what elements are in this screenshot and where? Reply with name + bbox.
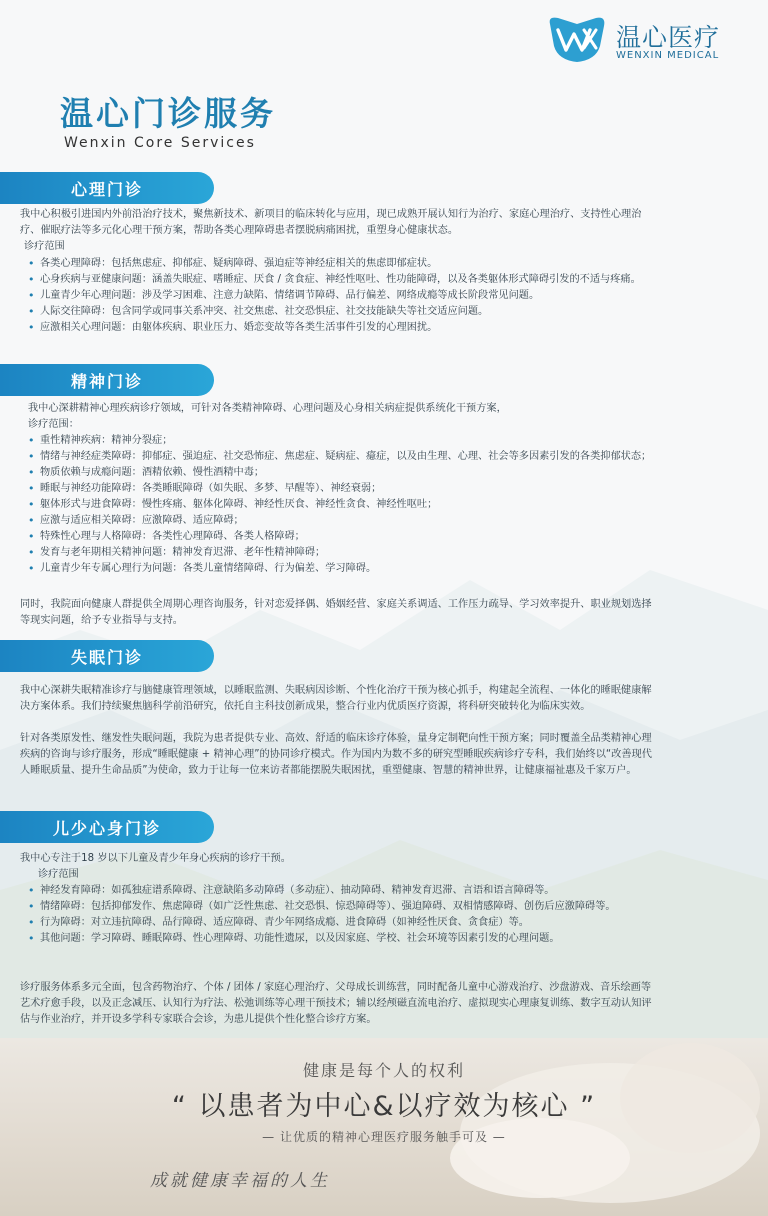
page-title: 温心门诊服务 bbox=[60, 94, 276, 133]
insomnia-para-1: 我中心深耕失眠精准诊疗与脑健康管理领域，以睡眠监测、失眠病因诊断、个性化治疗干预为核心抓手，构建起全流程、一体化的睡眠健康解决方案体系。我们持续聚焦脑科学前沿研究，依托自主科技创新成果，整合行业内优质医疗资源，将科研突破转化为临床实效。 bbox=[20, 685, 652, 712]
youth-intro: 我中心专注于18 岁以下儿童及青少年身心疾病的诊疗干预。 bbox=[20, 853, 291, 864]
psychiatry-outro: 同时，我院面向健康人群提供全周期心理咨询服务，针对恋爱择偶、婚姻经营、家庭关系调适、工作压力疏导、学习效率提升、职业规划选择等现实问题，给予专业指导与支持。 bbox=[20, 599, 652, 626]
wenxin-logo-icon bbox=[544, 14, 610, 64]
psychology-scope-label: 诊疗范围 bbox=[24, 241, 65, 252]
list-item: • 儿童青少年心理问题：涉及学习困难、注意力缺陷、情绪调节障碍、品行偏差、网络成瘾等成长阶段常见问题。 bbox=[26, 288, 662, 304]
insomnia-para-2: 针对各类原发性、继发性失眠问题，我院为患者提供专业、高效、舒适的临床诊疗体验，量身定制靶向性干预方案；同时覆盖全品类精神心理疾病的咨询与诊疗服务，形成“睡眠健康 + 精神心理”的协同诊疗模式。作为国内为数不多的研究型睡眠疾病诊疗专科，我们始终以“改善现代人睡眠质量、提升生命品质”为使命，致力于让每一位来访者都能摆脱失眠困扰，重塑健康、智慧的精神世界，让健康福祉惠及千家万户。 bbox=[20, 733, 652, 776]
psychiatry-scope-list bbox=[26, 433, 662, 577]
psychology-scope-list bbox=[26, 256, 662, 336]
youth-scope-list bbox=[26, 883, 662, 947]
section-heading-insomnia: 失眠门诊 bbox=[0, 640, 214, 672]
list-item: • 重性精神疾病：精神分裂症； bbox=[26, 433, 662, 449]
page-subtitle: Wenxin Core Services bbox=[64, 135, 256, 151]
brand-logo bbox=[544, 14, 724, 64]
list-item: • 情绪障碍：包括抑郁发作、焦虑障碍（如广泛性焦虑、社交恐惧、惊恐障碍等）、强迫障碍、双相情感障碍、创伤后应激障碍等。 bbox=[26, 899, 662, 915]
logo-english-name: WENXIN MEDICAL bbox=[616, 50, 720, 61]
list-item: • 儿童青少年专属心理行为问题：各类儿童情绪障碍、行为偏差、学习障碍。 bbox=[26, 561, 662, 577]
list-item: • 睡眠与神经功能障碍：各类睡眠障碍（如失眠、多梦、早醒等）、神经衰弱； bbox=[26, 481, 662, 497]
psychology-intro: 我中心积极引进国内外前沿治疗技术，聚焦新技术、新项目的临床转化与应用，现已成熟开展认知行为治疗、家庭心理治疗、支持性心理治疗、催眠疗法等多元化心理干预方案，帮助各类心理障碍患者摆脱病痛困扰，重塑身心健康状态。 bbox=[20, 209, 642, 236]
list-item: • 各类心理障碍：包括焦虑症、抑郁症、疑病障碍、强迫症等神经症相关的焦虑即郁症状。 bbox=[26, 256, 662, 272]
section-heading-psychiatry: 精神门诊 bbox=[0, 364, 214, 396]
section-heading-psychology: 心理门诊 bbox=[0, 172, 214, 204]
psychiatry-intro: 我中心深耕精神心理疾病诊疗领域，可针对各类精神障碍、心理问题及心身相关病症提供系统化干预方案， bbox=[28, 403, 507, 414]
list-item: • 人际交往障碍：包含同学或同事关系冲突、社交焦虑、社交恐惧症、社交技能缺失等社交适应问题。 bbox=[26, 304, 662, 320]
list-item: • 物质依赖与成瘾问题：酒精依赖、慢性酒精中毒； bbox=[26, 465, 662, 481]
footer-slogan-3: — 让优质的精神心理医疗服务触手可及 — bbox=[262, 1130, 506, 1144]
list-item: • 应激相关心理问题：由躯体疾病、职业压力、婚恋变故等各类生活事件引发的心理困扰。 bbox=[26, 320, 662, 336]
youth-scope-label: 诊疗范围 bbox=[38, 869, 79, 880]
list-item: • 神经发育障碍：如孤独症谱系障碍、注意缺陷多动障碍（多动症）、抽动障碍、精神发育迟滞、言语和语言障碍等。 bbox=[26, 883, 662, 899]
list-item: • 发育与老年期相关精神问题：精神发育迟滞、老年性精神障碍； bbox=[26, 545, 662, 561]
list-item: • 心身疾病与亚健康问题：涵盖失眠症、嗜睡症、厌食 / 贪食症、神经性呕吐、性功能障碍，以及各类躯体形式障碍引发的不适与疼痛。 bbox=[26, 272, 662, 288]
list-item: • 情绪与神经症类障碍：抑郁症、强迫症、社交恐怖症、焦虑症、疑病症、癔症，以及由生理、心理、社会等多因素引发的各类抑郁状态； bbox=[26, 449, 662, 465]
psychiatry-scope-label: 诊疗范围： bbox=[28, 419, 79, 430]
footer-slogan-1: 健康是每个人的权利 bbox=[302, 1061, 465, 1080]
youth-outro: 诊疗服务体系多元全面，包含药物治疗、个体 / 团体 / 家庭心理治疗、父母成长训练营，同时配备儿童中心游戏治疗、沙盘游戏、音乐绘画等艺术疗愈手段，以及正念减压、认知行为疗法、松弛训练等心理干预技术；辅以经颅磁直流电治疗、虚拟现实心理康复训练、数字互动认知评估与作业治疗，并开设多学科专家联合会诊，为患儿提供个性化整合诊疗方案。 bbox=[20, 982, 652, 1025]
footer-slogan-2: “ 以患者为中心&以疗效为核心 ” bbox=[171, 1091, 597, 1122]
list-item: • 应激与适应相关障碍：应激障碍、适应障碍； bbox=[26, 513, 662, 529]
footer-signature: 成就健康幸福的人生 bbox=[150, 1171, 330, 1191]
list-item: • 躯体形式与进食障碍：慢性疼痛、躯体化障碍、神经性厌食、神经性贪食、神经性呕吐； bbox=[26, 497, 662, 513]
list-item: • 其他问题：学习障碍、睡眠障碍、性心理障碍、功能性遗尿，以及因家庭、学校、社会环境等因素引发的心理问题。 bbox=[26, 931, 662, 947]
logo-chinese-name: 温心医疗 bbox=[616, 23, 721, 52]
list-item: • 特殊性心理与人格障碍：各类性心理障碍、各类人格障碍； bbox=[26, 529, 662, 545]
section-heading-youth: 儿少心身门诊 bbox=[0, 811, 214, 843]
list-item: • 行为障碍：对立违抗障碍、品行障碍、适应障碍、青少年网络成瘾、进食障碍（如神经性厌食、贪食症）等。 bbox=[26, 915, 662, 931]
